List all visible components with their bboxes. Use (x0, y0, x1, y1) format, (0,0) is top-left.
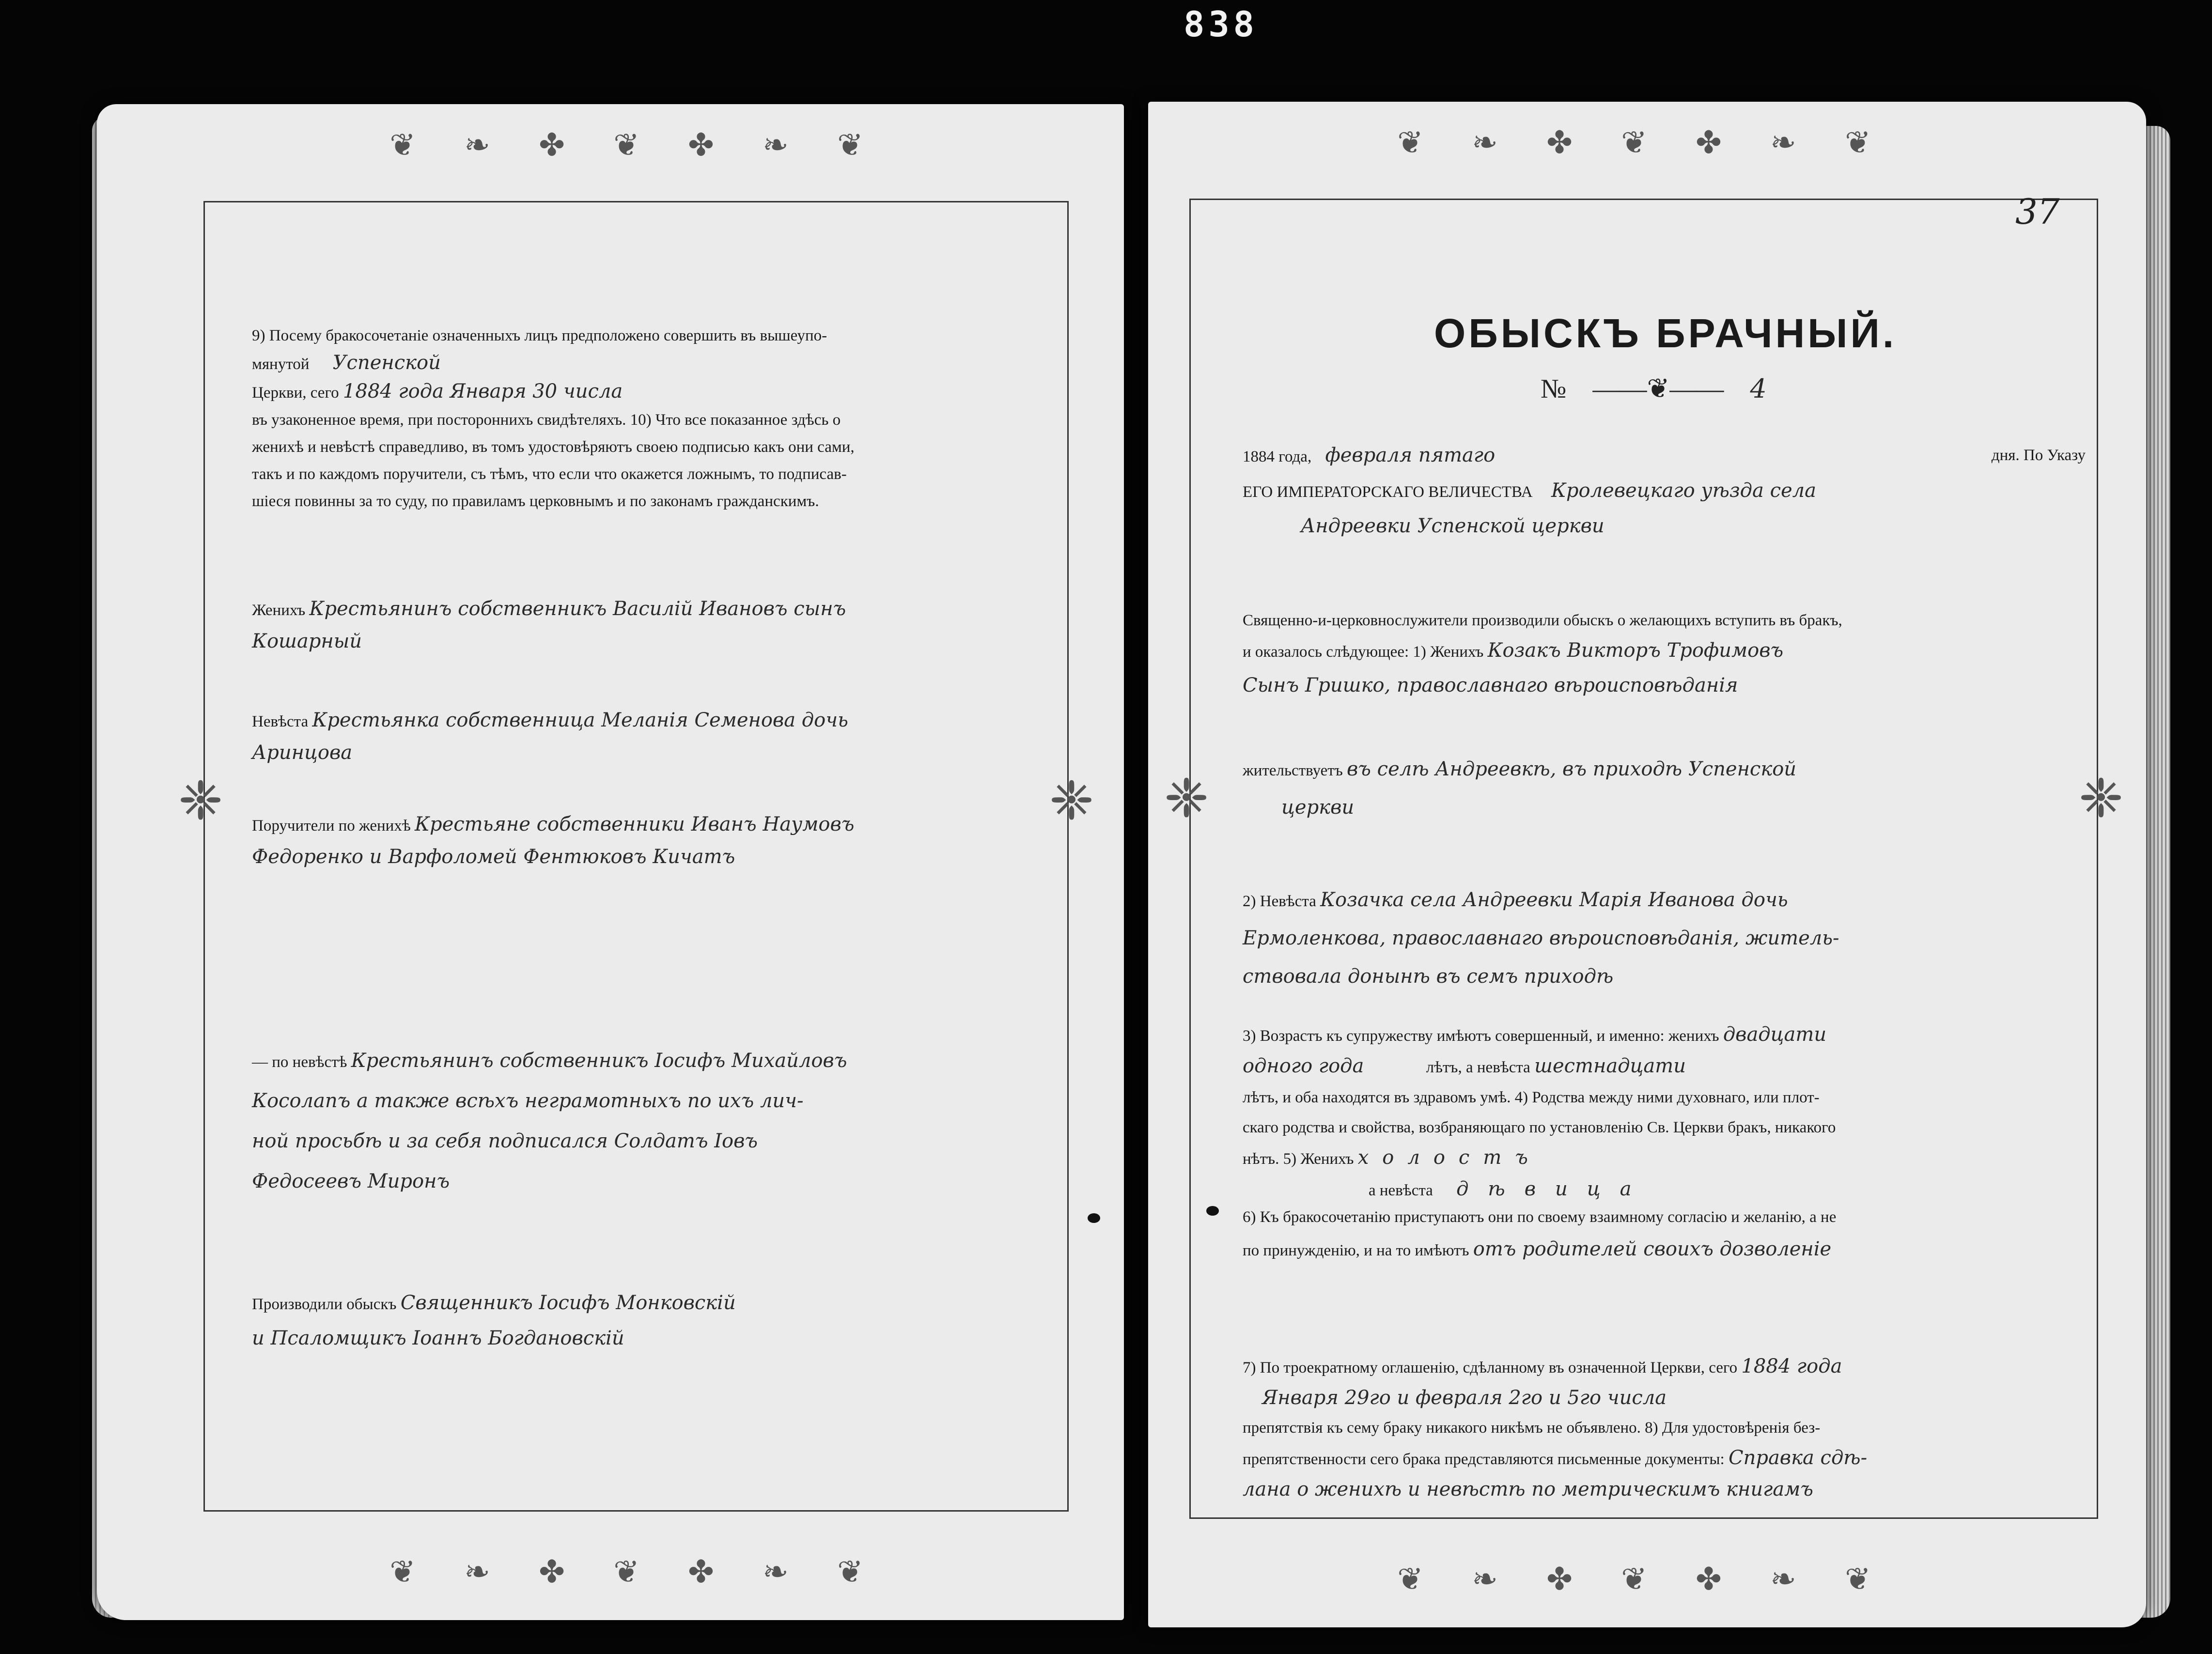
right-page (1148, 102, 2146, 1627)
item9-church-hw: Успенской (332, 352, 441, 374)
archive-number: 838 (1183, 4, 1259, 45)
bride-hw-3: ствовала донынѣ въ семъ приходѣ (1243, 965, 1614, 988)
item9-line7: шіеся повинны за то суду, по правиламъ церковнымъ и по законамъ гражданскимъ. (252, 493, 819, 510)
ink-blot (1206, 1206, 1219, 1216)
intro-place-hw-2: Андреевки Успенской церкви (1301, 515, 1604, 537)
right-clergy: Священно-и-церковнослужители производили обыскъ о желающихъ вступить въ бракъ, и оказалось слѣдующее: 1) Женихъ Козакъ Викторъ Трофимовъ Сынъ Гришко, православнаго вѣроисповѣданія (1243, 605, 2086, 704)
document-number: № ——❦—— 4 (1541, 373, 1767, 404)
groom-hw-1: Крестьянинъ собственникъ Василій Ивановъ сынъ (309, 598, 846, 620)
left-examiners: Производили обыскъ Священникъ Іосифъ Монковскій и Псаломщикъ Іоаннъ Богдановскій (252, 1292, 736, 1349)
item9-line5: женихѣ и невѣстѣ справедливо, въ томъ удостовѣряютъ своею подписью какъ они сами, (252, 438, 855, 456)
right-bride: 2) Невѣста Козачка села Андреевки Марія Иванова дочь Ермоленкова, православнаго вѣроисповѣданія, житель- ствовала донынѣ въ семъ приходѣ (1243, 889, 1839, 988)
status-bride-hw: дѣвица (1456, 1178, 1651, 1200)
intro-place-hw-1: Кролевецкаго уѣзда села (1551, 479, 1816, 502)
ornament-top-icon: ❦ ❧ ✤ ❦ ✤ ❧ ❦ (389, 127, 883, 163)
status-groom-hw: холостъ (1357, 1146, 1542, 1169)
bride-hw-1: Козачка села Андреевки Марія Иванова дочь (1320, 889, 1788, 911)
bride-guarantors-hw-2: Косолапъ а также всѣхъ неграмотныхъ по ихъ лич- (252, 1090, 804, 1112)
bride-guarantors-hw-3: ной просьбѣ и за себя подписался Солдатъ Іовъ (252, 1130, 758, 1152)
bride-guarantors-hw-4: Федосеевъ Миронъ (252, 1170, 450, 1192)
bride-hw-2: Аринцова (252, 742, 353, 764)
examiners-hw-2: и Псаломщикъ Іоаннъ Богдановскій (252, 1327, 624, 1349)
item9-line6: такъ и по каждомъ поручители, съ тѣмъ, что если что окажется ложнымъ, то подписав- (252, 465, 847, 483)
left-page (97, 104, 1124, 1620)
left-groom: Женихъ Крестьянинъ собственникъ Василій Ивановъ сынъ Кошарный (252, 598, 846, 652)
residence-hw-2: церкви (1281, 796, 1355, 819)
right-residence: жительствуетъ въ селѣ Андреевкѣ, въ приходѣ Успенской церкви (1243, 758, 1797, 819)
groom-guarantors-hw-1: Крестьяне собственники Иванъ Наумовъ (415, 813, 855, 835)
documents-hw-2: лана о женихѣ и невѣстѣ по метрическимъ книгамъ (1243, 1478, 1813, 1500)
left-bride: Невѣста Крестьянка собственница Меланія Семенова дочь Аринцова (252, 709, 848, 764)
groom-guarantors-hw-2: Федоренко и Варфоломей Фентюковъ Кичатъ (252, 846, 735, 868)
residence-hw-1: въ селѣ Андреевкѣ, въ приходѣ Успенской (1347, 758, 1797, 780)
examiners-hw-1: Священникъ Іосифъ Монковскій (400, 1292, 736, 1314)
age-bride-hw: шестнадцати (1534, 1055, 1686, 1077)
banns-dates-hw: Января 29го и февраля 2го и 5го числа (1262, 1387, 1667, 1409)
right-age: 3) Возрастъ къ супружеству имѣютъ совершенный, и именно: женихъ двадцати одного года лѣтъ, а невѣста шестнадцати лѣтъ, и оба находятся въ здравомъ умѣ. 4) Родства между ними духовнаго, или плот- скаго родства и свойства, возбраняющаго по установленію Св. Церкви бракъ, никакого нѣтъ. 5) Женихъ холостъ а невѣста дѣвица (1243, 1023, 1836, 1200)
left-item9 (252, 322, 1051, 515)
item9-line4: въ узаконенное время, при постороннихъ свидѣтеляхъ. 10) Что все показанное здѣсь о (252, 411, 841, 429)
right-consent: 6) Къ бракосочетанію приступаютъ они по своему взаимному согласію и желанію, а не по принужденію, и на то имѣютъ отъ родителей своихъ дозволеніе (1243, 1208, 1837, 1260)
page-number: 37 (2015, 191, 2060, 232)
age-groom-hw: двадцати (1723, 1023, 1827, 1046)
ornament-bottom-icon: ❦ ❧ ✤ ❦ ✤ ❧ ❦ (389, 1554, 883, 1590)
ornament-bottom-icon: ❦ ❧ ✤ ❦ ✤ ❧ ❦ (1397, 1561, 1890, 1597)
document-title: ОБЫСКЪ БРАЧНЫЙ. (1434, 310, 1897, 356)
groom-hw-2: Кошарный (252, 630, 362, 652)
documents-hw-1: Справка сдѣ- (1728, 1447, 1868, 1469)
bride-guarantors-hw-1: Крестьянинъ собственникъ Іосифъ Михайловъ (351, 1050, 847, 1072)
ornament-top-icon: ❦ ❧ ✤ ❦ ✤ ❧ ❦ (1397, 125, 1890, 161)
item9-line2: мянутой Успенской (252, 352, 441, 374)
ornament-right-icon: ❈ (1049, 770, 1094, 832)
ink-blot (1088, 1213, 1100, 1223)
item9-date-hw: 1884 года Января 30 числа (343, 380, 623, 402)
right-banns: 7) По троекратному оглашенію, сдѣланному въ означенной Церкви, сего 1884 года Января 29го и февраля 2го и 5го числа препятствія къ сему браку никакого никѣмъ не объявлено. 8) Для удостовѣренія без- препятственности сего брака представляются письменные документы: Справка сдѣ- лана о женихѣ и невѣстѣ по метрическимъ книгамъ (1243, 1351, 2086, 1504)
bride-hw-2: Ермоленкова, православнаго вѣроисповѣданія, житель- (1243, 927, 1839, 949)
ornament-left-icon: ❈ (178, 770, 223, 832)
bride-hw-1: Крестьянка собственница Меланія Семенова дочь (312, 709, 848, 731)
left-groom-guarantors: Поручители по женихѣ Крестьяне собственники Иванъ Наумовъ Федоренко и Варфоломей Фентюковъ Кичатъ (252, 813, 855, 868)
consent-hw: отъ родителей своихъ дозволеніе (1473, 1238, 1832, 1260)
item9-line1: 9) Посему бракосочетаніе означенныхъ лицъ предположено совершить въ вышеупо- (252, 327, 827, 344)
ornament-right-icon: ❈ (2078, 767, 2123, 829)
item9-line3: Церкви, сего 1884 года Января 30 числа (252, 380, 623, 402)
ornament-left-icon: ❈ (1164, 767, 1209, 829)
age-groom-hw-2: одного года (1243, 1055, 1364, 1077)
left-bride-guarantors: — по невѣстѣ Крестьянинъ собственникъ Іосифъ Михайловъ Косолапъ а также всѣхъ неграмотныхъ по ихъ лич- ной просьбѣ и за себя подписался Солдатъ Іовъ Федосеевъ Миронъ (252, 1050, 847, 1192)
banns-year-hw: 1884 года (1741, 1355, 1842, 1377)
intro-date-hw: февраля пятаго (1325, 444, 1495, 466)
right-intro: 1884 года, февраля пятаго дня. По Указу ЕГО ИМПЕРАТОРСКАГО ВЕЛИЧЕСТВА Кролевецкаго уѣзда села Андреевки Успенской церкви (1243, 444, 2086, 537)
clergy-groom-hw-2: Сынъ Гришко, православнаго вѣроисповѣданія (1243, 674, 1738, 696)
clergy-groom-hw-1: Козакъ Викторъ Трофимовъ (1487, 639, 1784, 662)
